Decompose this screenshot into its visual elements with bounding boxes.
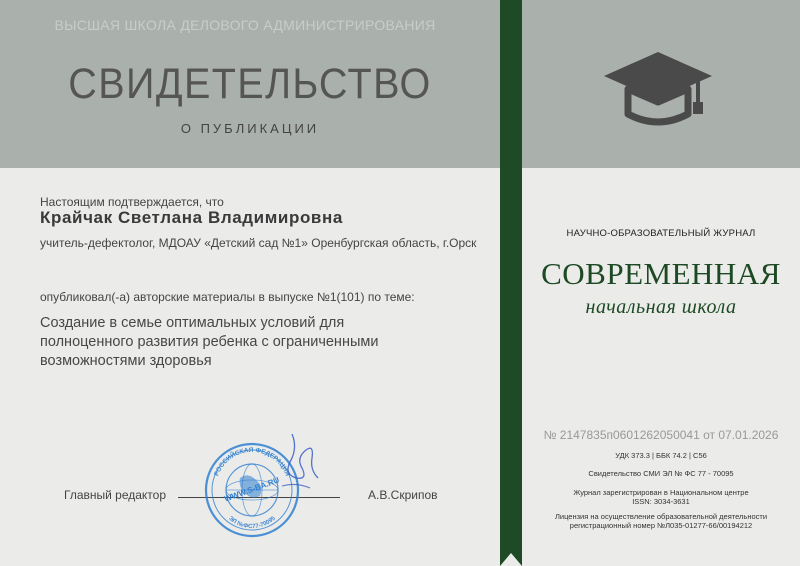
journal-label: НАУЧНО-ОБРАЗОВАТЕЛЬНЫЙ ЖУРНАЛ — [566, 228, 756, 239]
license-info — [522, 512, 800, 530]
ribbon-tail-notch — [500, 535, 522, 566]
license-line: Лицензия на осуществление образовательной деятельности — [554, 512, 768, 521]
editor-signature — [262, 428, 332, 500]
registration-line: Журнал зарегистрирован в Национальном центре — [573, 488, 749, 497]
certificate-title: СВИДЕТЕЛЬСТВО — [68, 60, 432, 108]
editor-label: Главный редактор — [64, 488, 167, 502]
stamp-text-bottom: ЭЛ №ФС77-70095 — [227, 515, 277, 531]
journal-title: СОВРЕМЕННАЯ — [541, 256, 781, 291]
stamp-text-top: РОССИЙСКАЯ ФЕДЕРАЦИЯ — [213, 446, 291, 478]
udk-bbk-codes: УДК 373.3 | ББК 74.2 | С56 — [615, 451, 707, 460]
journal-subtitle: начальная школа — [585, 296, 737, 318]
graduation-cap-icon — [598, 44, 718, 128]
confirm-text: Настоящим подтверждается, что — [40, 195, 224, 209]
school-name: ВЫСШАЯ ШКОЛА ДЕЛОВОГО АДМИНИСТРИРОВАНИЯ — [54, 17, 436, 33]
editor-name: А.В.Скрипов — [368, 488, 438, 502]
recipient-name: Крайчак Светлана Владимировна — [40, 208, 343, 227]
recipient-position: учитель-дефектолог, МДОАУ «Детский сад №1» Оренбургская область, г.Орск — [40, 236, 477, 250]
publication-topic: Создание в семье оптимальных условий для полноценного развития ребенка с ограниченными возможностями здоровья — [40, 315, 379, 369]
issn-line: ISSN: 3034-3631 — [632, 497, 690, 506]
registration-info — [522, 488, 800, 506]
license-number-line: регистрационный номер №Л035-01277-66/00194212 — [569, 521, 753, 530]
green-ribbon — [500, 0, 522, 566]
certificate-subtitle: О ПУБЛИКАЦИИ — [180, 121, 320, 136]
certificate-number: № 2147835п0601262050041 от 07.01.2026 — [543, 428, 779, 442]
svg-text:ЭЛ №ФС77-70095 — [227, 515, 277, 530]
smi-certificate: Свидетельство СМИ ЭЛ № ФС 77 - 70095 — [588, 469, 734, 478]
stamp-center-text: WWW.S-BA.RU — [223, 475, 281, 504]
published-text: опубликовал(-а) авторские материалы в выпуске №1(101) по теме: — [40, 290, 415, 304]
